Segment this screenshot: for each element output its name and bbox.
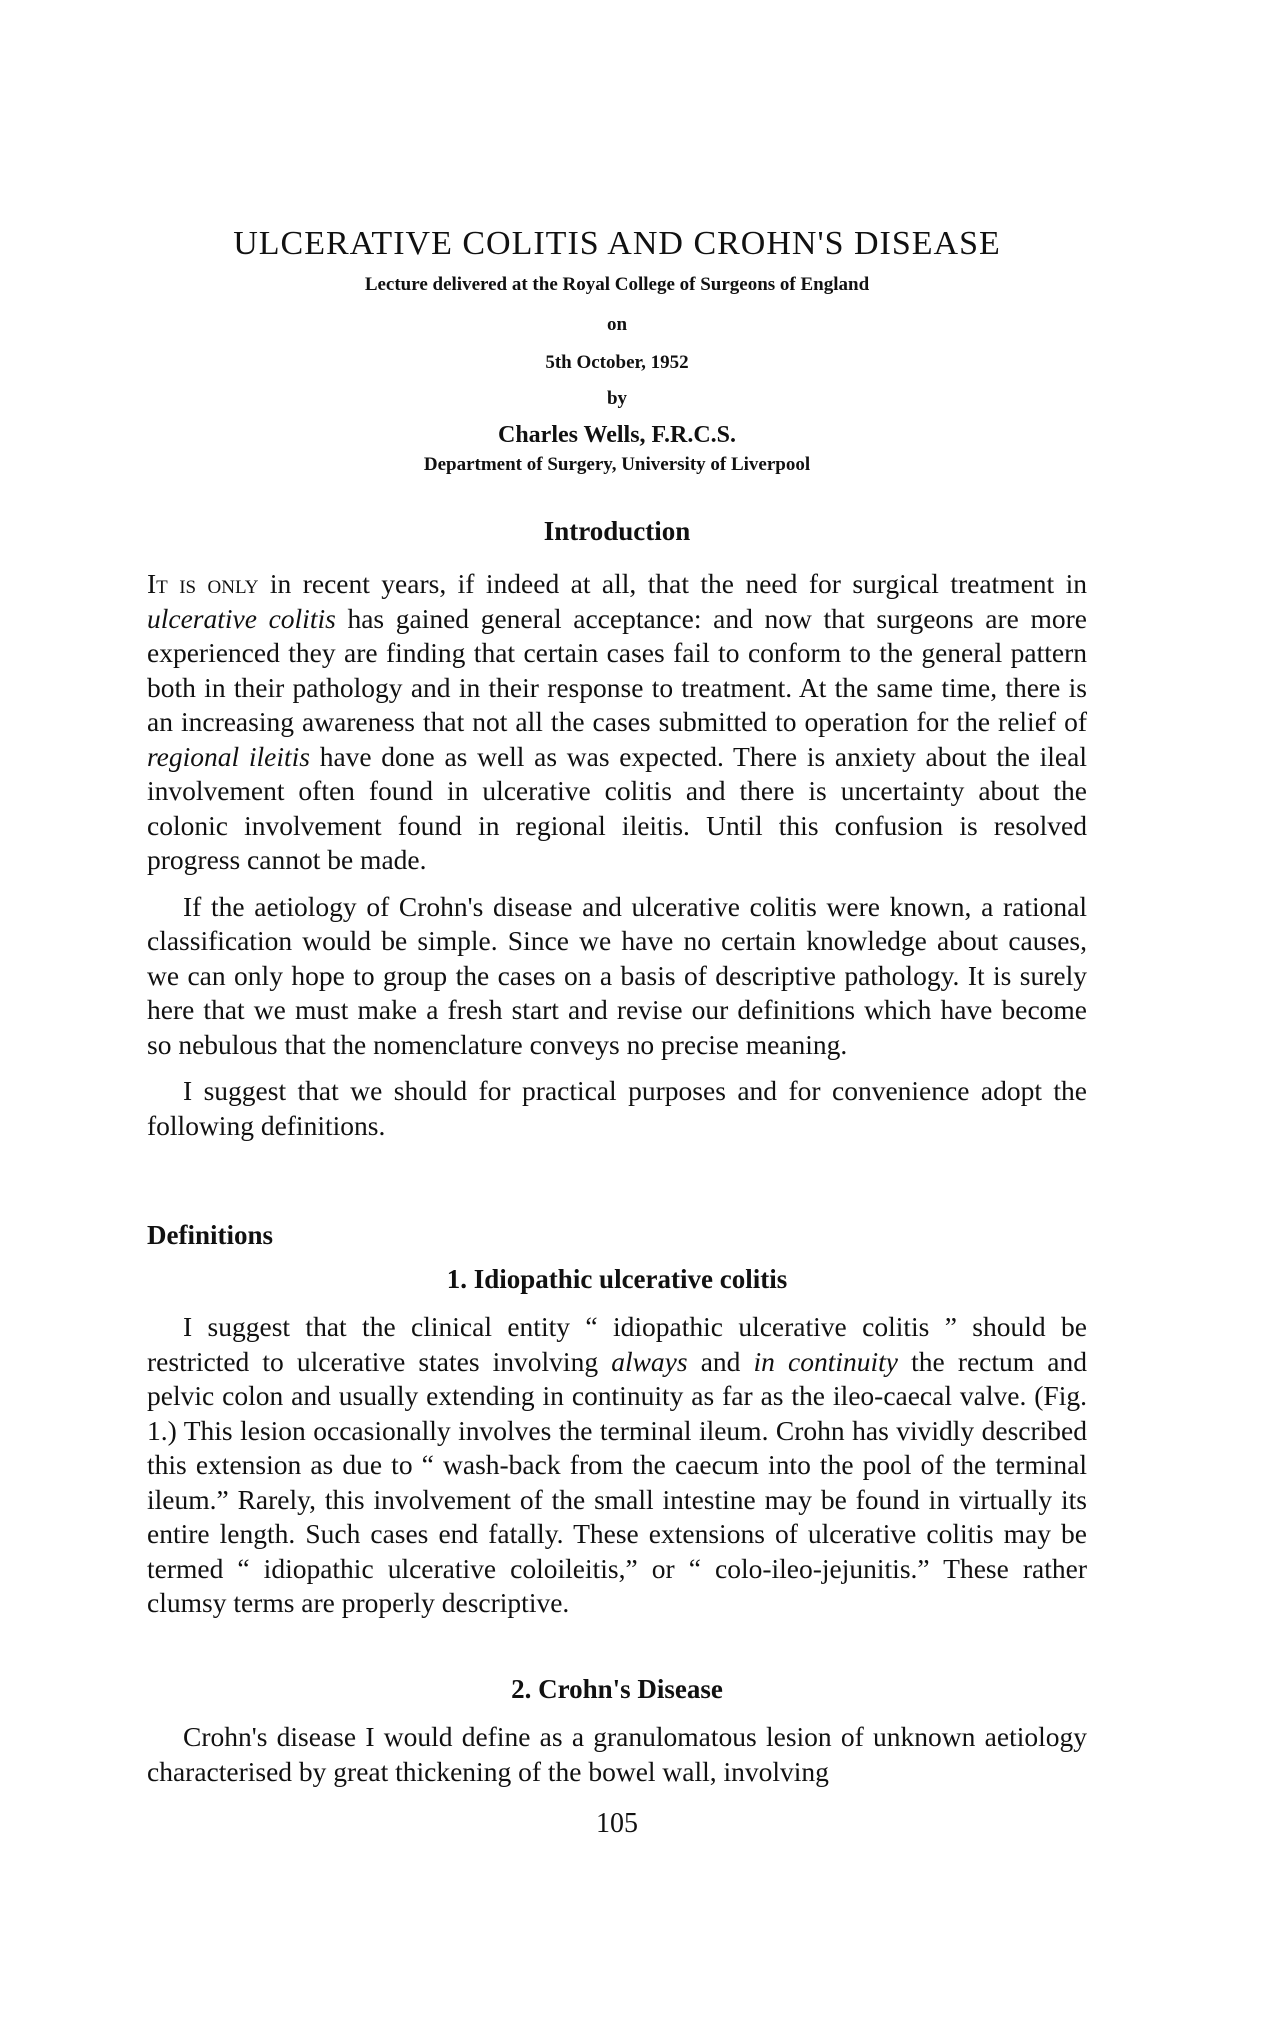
italic-term: ulcerative colitis	[147, 602, 336, 634]
text-run: the rectum and pelvic colon and usually extending in continuity as far as the ileo-caecal valve. (Fig. 1.) This lesion occasionally involves the terminal ileum. Crohn has vividly described this extension as due to “ wash-back from the caecum into the pool of the terminal ileum.” Rarely, this involvement of the small intestine may be found in virtually its entire length. Such cases end fatally. These extensions of ulcerative colitis may be termed “ idiopathic ulcerative coloileitis,” or “ colo-ileo-jejunitis.” These rather clumsy terms are properly descriptive.	[147, 1345, 1087, 1618]
date-line: 5th October, 1952	[545, 352, 689, 373]
text-run: in recent years, if indeed at all, that the need for surgical treatment in	[258, 568, 1087, 599]
lecture-info	[147, 272, 1087, 478]
article-title: ULCERATIVE COLITIS AND CROHN'S DISEASE	[233, 225, 1001, 262]
intro-paragraph-2: If the aetiology of Crohn's disease and ulcerative colitis were known, a rational classification would be simple. Since we have no certain knowledge about causes, we can only hope to group the cases on a basis of descriptive pathology. It is surely here that we must make a fresh start and revise our definitions which have become so nebulous that the nomenclature conveys no precise meaning.	[147, 890, 1087, 1060]
section-2-body	[147, 1720, 1087, 1789]
italic-term: regional ileitis	[147, 740, 310, 772]
text-run: have done as well as was expected. There is anxiety about the ileal involvement often found in ulcerative colitis and there is uncertainty about the colonic involvement found in regional ileitis. Until this confusion is resolved progress cannot be made.	[147, 740, 1087, 875]
section-1-body	[147, 1310, 1087, 1621]
text-run: I suggest that the clinical entity “ idiopathic ulcerative colitis ” should be restricted to ulcerative states involving	[147, 1311, 1087, 1377]
introduction-body	[147, 567, 1087, 1143]
affiliation: Department of Surgery, University of Liverpool	[423, 454, 811, 475]
lecture-line: Lecture delivered at the Royal College of Surgeons of England	[364, 274, 870, 295]
section-1-paragraph	[147, 1310, 1087, 1621]
introduction-heading: Introduction	[543, 516, 691, 546]
intro-paragraph-3: I suggest that we should for practical purposes and for convenience adopt the following definitions.	[147, 1075, 1087, 1141]
by-line: by	[606, 388, 628, 409]
page-number: 105	[596, 1808, 638, 1839]
section-2-paragraph: Crohn's disease I would define as a granulomatous lesion of unknown aetiology characterised by great thickening of the bowel wall, involving	[147, 1721, 1087, 1787]
italic-term: always	[611, 1345, 688, 1377]
intro-paragraph-1	[147, 567, 1087, 878]
text-run: and	[687, 1345, 754, 1377]
text-run: has gained general acceptance: and now that surgeons are more experienced they are finding that certain cases fail to conform to the general pattern both in their pathology and in their response to treatment. At the same time, there is an increasing awareness that not all the cases submitted to operation for the relief of	[147, 602, 1087, 737]
definitions-heading: Definitions	[147, 1220, 274, 1250]
section-2-heading: 2. Crohn's Disease	[511, 1674, 723, 1704]
small-caps-lead: It is only	[147, 568, 259, 599]
author-name: Charles Wells, F.R.C.S.	[497, 422, 737, 448]
italic-term: in continuity	[753, 1345, 898, 1377]
section-1-heading: 1. Idiopathic ulcerative colitis	[446, 1264, 788, 1294]
on-line: on	[606, 314, 628, 335]
